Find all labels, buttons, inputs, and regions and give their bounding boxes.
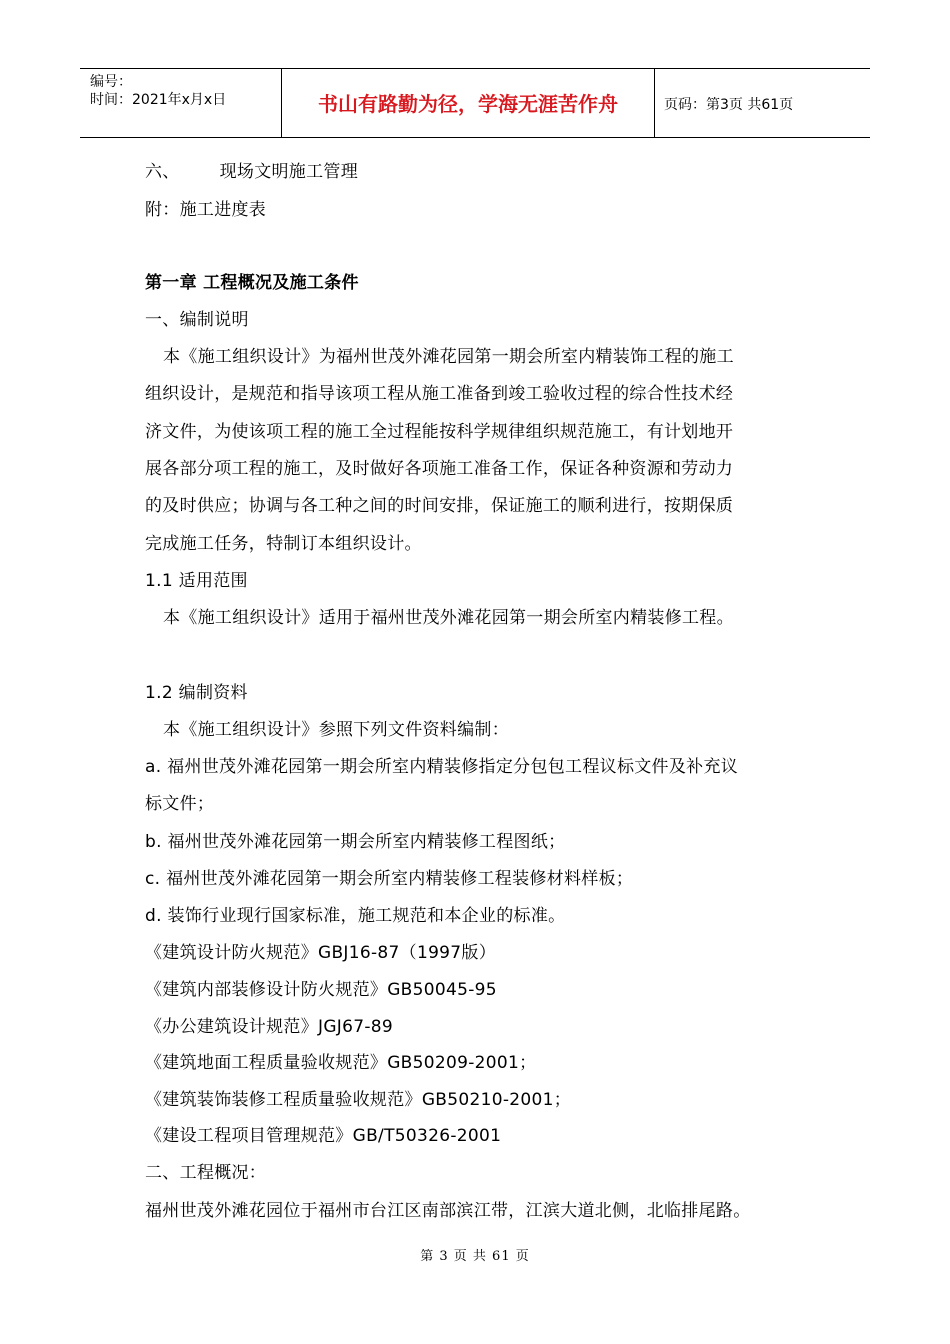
standard-code: GB50209-2001； [387, 1053, 537, 1073]
list-marker: a. [145, 757, 162, 777]
subsection-number: 1.2 [145, 683, 173, 703]
header-motto-cell [281, 69, 655, 137]
list-item-d [145, 904, 565, 928]
section-heading-1: 一、编制说明 [145, 310, 249, 330]
standard-name: 《办公建筑设计规范》 [145, 1017, 318, 1037]
standard-code: GB/T50326-2001 [352, 1126, 502, 1146]
doc-date: 时间：2021年x月x日 [90, 92, 227, 108]
page-code: 页码：第3页 共61页 [664, 97, 794, 113]
standard-item [145, 1015, 393, 1039]
list-text: 福州世茂外滩花园第一期会所室内精装修工程装修材料样板； [166, 869, 634, 889]
list-marker: c. [145, 869, 161, 889]
list-text: 福州世茂外滩花园第一期会所室内精装修工程图纸； [167, 832, 566, 852]
standard-name: 《建筑地面工程质量验收规范》 [145, 1053, 388, 1073]
page-footer: 第 3 页 共 61 页 [420, 1249, 530, 1264]
attachment-line: 附：施工进度表 [145, 200, 267, 220]
list-text: 福州世茂外滩花园第一期会所室内精装修指定分包包工程议标文件及补充议 [167, 757, 739, 777]
paragraph-line: 本《施工组织设计》适用于福州世茂外滩花园第一期会所室内精装修工程。 [163, 608, 734, 628]
paragraph-line: 组织设计，是规范和指导该项工程从施工准备到竣工验收过程的综合性技术经 [145, 384, 734, 404]
standard-item [145, 978, 497, 1002]
subsection-title: 适用范围 [178, 571, 248, 591]
standard-name: 《建筑装饰装修工程质量验收规范》 [145, 1090, 422, 1110]
chapter-title: 第一章 工程概况及施工条件 [145, 273, 359, 293]
list-item-a [145, 755, 738, 779]
paragraph-line: 济文件，为使该项工程的施工全过程能按科学规律组织规范施工，有计划地开 [145, 422, 734, 442]
toc-item-6 [145, 160, 358, 184]
subsection-number: 1.1 [145, 571, 173, 591]
list-item-b [145, 830, 565, 854]
standard-name: 《建筑内部装修设计防火规范》 [145, 980, 388, 1000]
list-marker: b. [145, 832, 162, 852]
header-page-cell [654, 69, 870, 137]
standard-code: GBJ16-87（1997版） [318, 943, 497, 963]
section-heading-2: 二、工程概况： [145, 1163, 267, 1183]
toc-text: 现场文明施工管理 [219, 162, 359, 182]
subsection-heading-1-2 [145, 681, 248, 705]
list-text: 装饰行业现行国家标准，施工规范和本企业的标准。 [167, 906, 566, 926]
standard-item [145, 941, 496, 965]
paragraph-line: 福州世茂外滩花园位于福州市台江区南部滨江带，江滨大道北侧，北临排尾路。 [145, 1201, 751, 1221]
standard-item [145, 1124, 501, 1148]
paragraph-line: 本《施工组织设计》为福州世茂外滩花园第一期会所室内精装饰工程的施工 [163, 347, 734, 367]
standard-code: GB50045-95 [387, 980, 497, 1000]
paragraph-line: 展各部分项工程的施工，及时做好各项施工准备工作，保证各种资源和劳动力 [145, 459, 734, 479]
paragraph-line: 的及时供应；协调与各工种之间的时间安排，保证施工的顺利进行，按期保质 [145, 496, 734, 516]
toc-number: 六、 [145, 162, 180, 182]
list-marker: d. [145, 906, 162, 926]
paragraph-line: 本《施工组织设计》参照下列文件资料编制： [163, 720, 509, 740]
standard-item [145, 1088, 571, 1112]
standard-name: 《建筑设计防火规范》 [145, 943, 318, 963]
header-table [80, 68, 870, 138]
subsection-title: 编制资料 [178, 683, 248, 703]
standard-code: JGJ67-89 [318, 1017, 393, 1037]
doc-number: 编号： [90, 74, 132, 90]
list-item-a-cont: 标文件； [145, 794, 215, 814]
standard-name: 《建设工程项目管理规范》 [145, 1126, 353, 1146]
standard-code: GB50210-2001； [421, 1090, 572, 1110]
motto-text: 书山有路勤为径，学海无涯苦作舟 [318, 92, 618, 116]
paragraph-line: 完成施工任务，特制订本组织设计。 [145, 534, 422, 554]
header-left-cell [80, 69, 281, 137]
standard-item [145, 1051, 536, 1075]
list-item-c [145, 867, 633, 891]
subsection-heading-1-1 [145, 569, 248, 593]
